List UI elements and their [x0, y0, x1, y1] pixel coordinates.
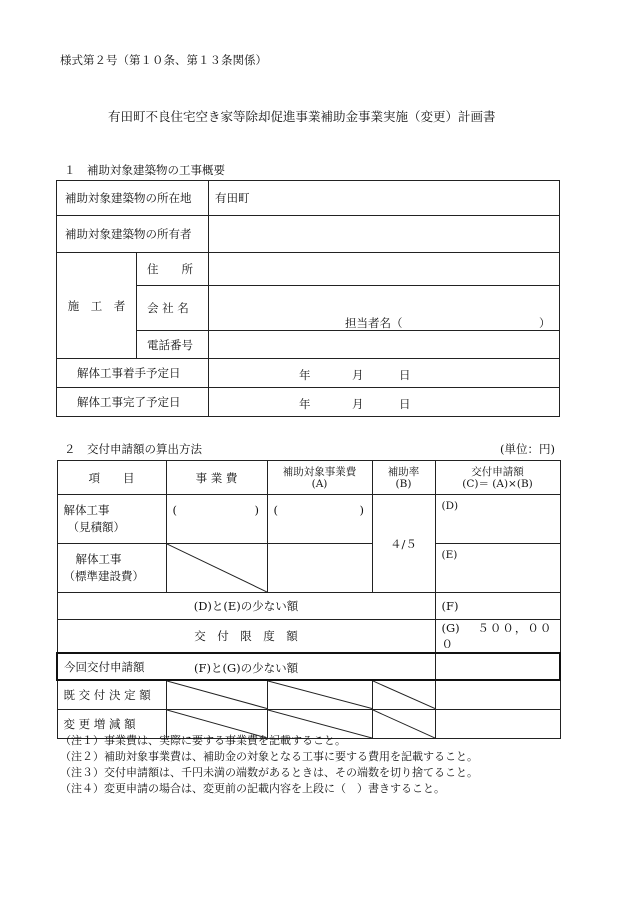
lesser-de-label: (D)と(E)の少ない額 [57, 593, 435, 620]
grant-g-cell [435, 620, 560, 654]
previous-decision-label: 既 交 付 決 定 額 [57, 680, 166, 709]
end-date-label: 解体工事完了予定日 [57, 388, 209, 417]
notes [60, 733, 478, 797]
mark-d: (D) [441, 500, 459, 512]
contact-close: ） [539, 316, 551, 330]
start-year: 年 [299, 368, 311, 382]
row-demolition-estimate-label: 解体工事 （見積額） [57, 495, 166, 544]
paren-open: ( [172, 503, 177, 517]
standard-eligible-cell[interactable] [267, 544, 372, 593]
prev-cost-slashed [166, 680, 267, 709]
grant-calculation-table [56, 460, 561, 739]
header-item: 項 目 [57, 461, 166, 495]
contractor-label: 施 工 者 [57, 253, 137, 359]
mark-g: (G) [441, 621, 460, 635]
document-title: 有田町不良住宅空き家等除却促進事業補助金事業実施（変更）計画書 [108, 109, 496, 124]
owner-label: 補助対象建築物の所有者 [57, 216, 209, 253]
header-rate: 補助率 (B) [372, 461, 435, 495]
grant-limit-value: ５００，０００ [441, 621, 553, 651]
grant-limit-label: 交 付 限 度 額 [57, 620, 435, 654]
paren-close: ) [359, 503, 364, 517]
section1-heading: １ 補助対象建築物の工事概要 [64, 163, 225, 177]
start-date-value[interactable] [209, 359, 560, 388]
paren-open: ( [273, 503, 278, 517]
start-month: 月 [352, 368, 364, 382]
header-grant: 交付申請額 (C)＝ (A)×(B) [435, 461, 560, 495]
current-application-label [57, 653, 435, 680]
current-application-value[interactable] [435, 653, 560, 680]
current-application-title: 今回交付申請額 [64, 659, 145, 674]
change-amount-label: 変 更 増 減 額 [57, 709, 166, 738]
grant-d-cell[interactable] [435, 495, 560, 544]
section2-heading: ２ 交付申請額の算出方法 [64, 442, 202, 456]
end-month: 月 [352, 397, 364, 411]
note-2: （注２）補助対象事業費は、補助金の対象となる工事に要する費用を記載すること。 [60, 750, 478, 763]
rate-value: ４/５ [372, 495, 435, 593]
note-1: （注１）事業費は、実際に要する事業費を記載すること。 [60, 734, 346, 747]
current-application-desc: (F)と(G)の少ない額 [194, 661, 299, 675]
phone-value[interactable] [209, 331, 560, 359]
address-label: 住 所 [137, 253, 209, 286]
note-3: （注３）交付申請額は、千円未満の端数があるときは、その端数を切り捨てること。 [60, 766, 478, 779]
prev-rate-slashed [372, 680, 435, 709]
paren-close: ) [254, 503, 259, 517]
end-year: 年 [299, 397, 311, 411]
previous-decision-value[interactable] [435, 680, 560, 709]
grant-f-cell[interactable] [435, 593, 560, 620]
company-label: 会 社 名 [137, 286, 209, 331]
start-date-label: 解体工事着手予定日 [57, 359, 209, 388]
header-cost: 事 業 費 [166, 461, 267, 495]
contact-label: 担当者名（ [345, 316, 403, 330]
estimate-eligible-cell[interactable] [267, 495, 372, 544]
end-date-value[interactable] [209, 388, 560, 417]
row-standard-cost-label: 解体工事 （標準建設費） [57, 544, 166, 593]
start-day: 日 [399, 368, 411, 382]
company-value[interactable] [209, 286, 560, 331]
mark-f: (F) [441, 599, 459, 613]
prev-eligible-slashed [267, 680, 372, 709]
header-eligible: 補助対象事業費 (A) [267, 461, 372, 495]
unit-label: (単位：円) [500, 442, 555, 456]
address-value[interactable] [209, 253, 560, 286]
location-label: 補助対象建築物の所在地 [57, 181, 209, 216]
grant-e-cell[interactable] [435, 544, 560, 593]
construction-overview-table [56, 180, 560, 417]
form-number: 様式第２号（第１０条、第１３条関係） [60, 53, 267, 67]
end-day: 日 [399, 397, 411, 411]
location-value[interactable]: 有田町 [209, 181, 560, 216]
phone-label: 電話番号 [137, 331, 209, 359]
estimate-cost-cell[interactable] [166, 495, 267, 544]
note-4: （注４）変更申請の場合は、変更前の記載内容を上段に（ ）書きすること。 [60, 782, 445, 795]
mark-e: (E) [441, 549, 458, 561]
standard-cost-slashed [166, 544, 267, 593]
owner-value[interactable] [209, 216, 560, 253]
